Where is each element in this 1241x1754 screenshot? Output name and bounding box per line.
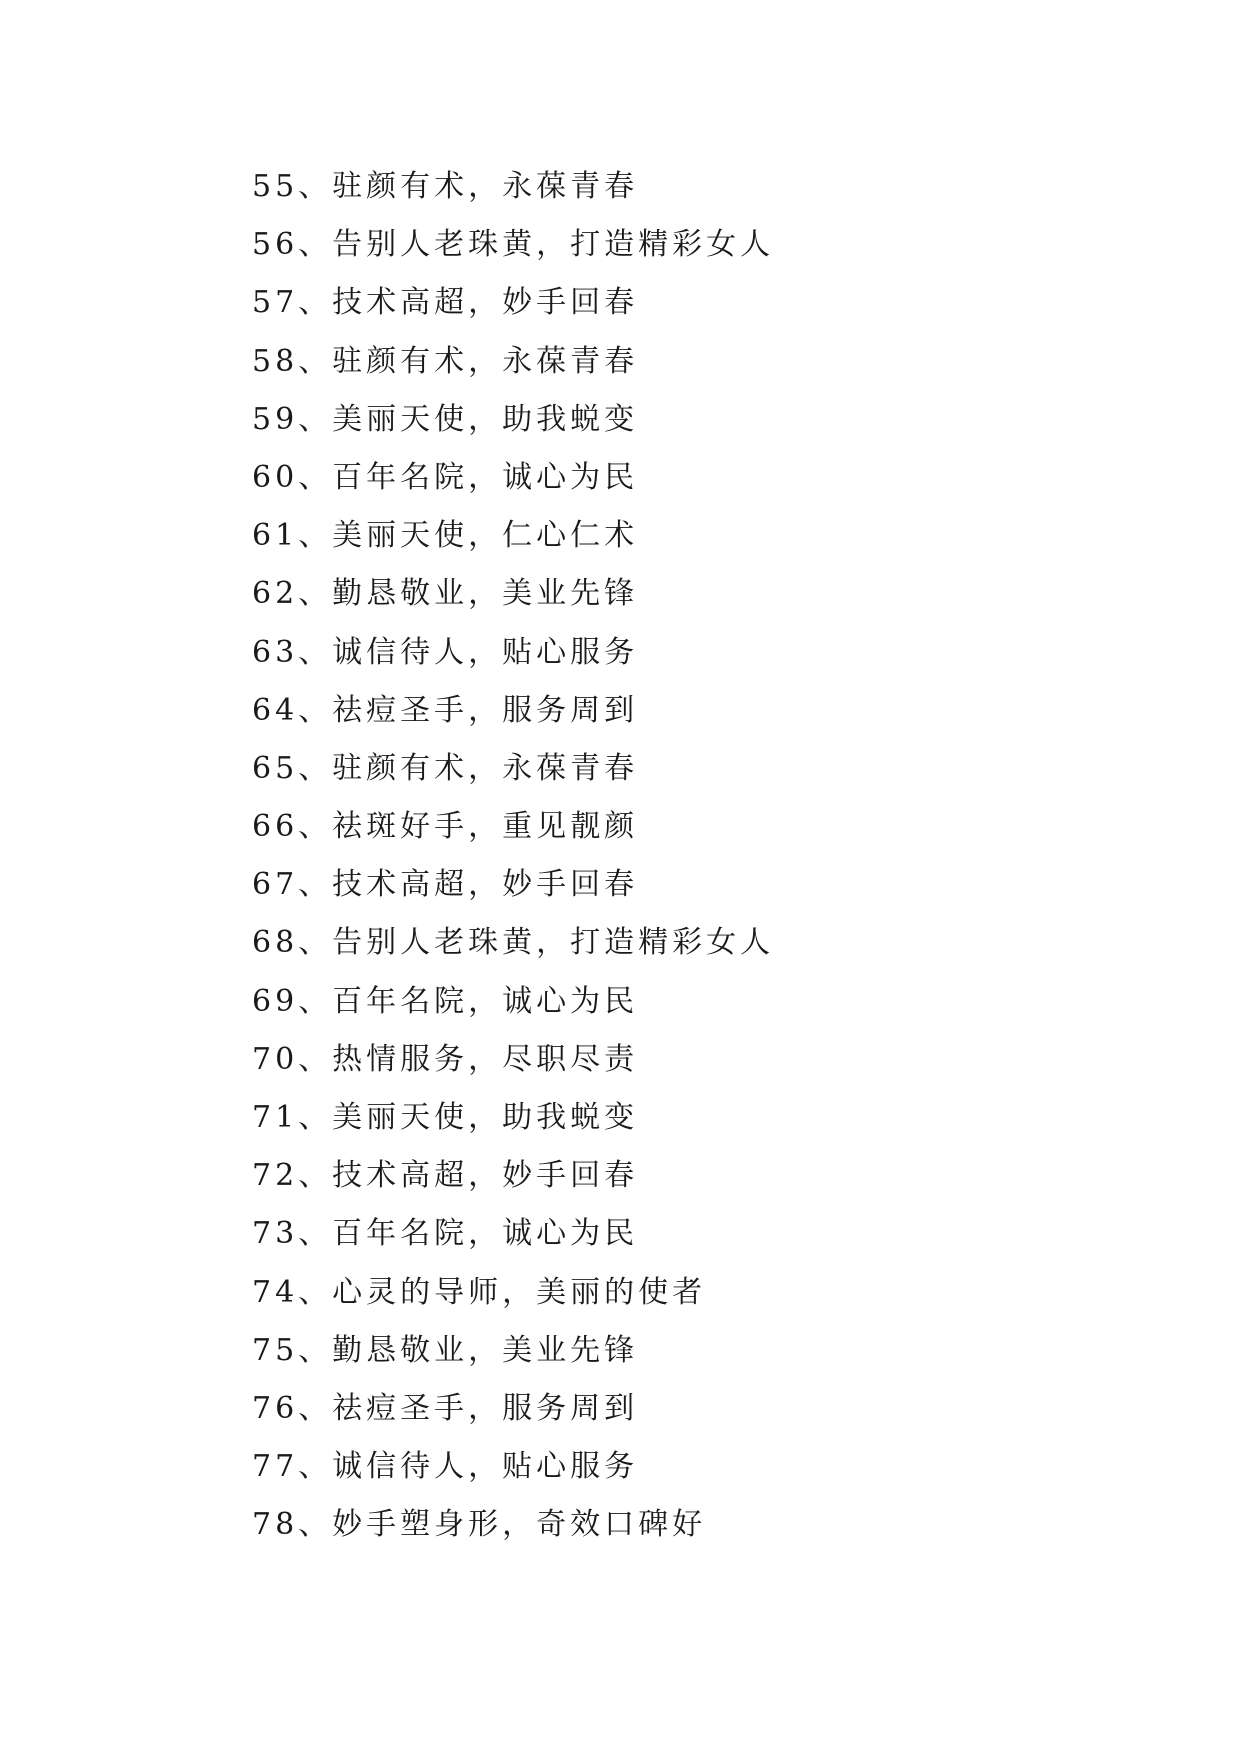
list-item: 72、技术高超，妙手回春 [252, 1158, 639, 1194]
list-item: 76、祛痘圣手，服务周到 [252, 1390, 639, 1426]
list-item: 77、诚信待人，贴心服务 [252, 1449, 639, 1485]
list-item: 59、美丽天使，助我蜕变 [252, 401, 639, 437]
list-item: 65、驻颜有术，永葆青春 [252, 750, 639, 786]
list-item: 55、驻颜有术，永葆青春 [252, 169, 639, 204]
list-item: 56、告别人老珠黄，打造精彩女人 [252, 227, 775, 263]
list-item: 68、告别人老珠黄，打造精彩女人 [252, 925, 775, 961]
list-item: 75、勤恳敬业，美业先锋 [252, 1332, 639, 1368]
list-item: 66、祛斑好手，重见靓颜 [252, 809, 639, 845]
list-item: 69、百年名院，诚心为民 [252, 983, 639, 1019]
list-item: 78、妙手塑身形，奇效口碑好 [252, 1507, 707, 1543]
list-item: 57、技术高超，妙手回春 [252, 285, 639, 321]
list-item: 62、勤恳敬业，美业先锋 [252, 576, 639, 612]
list-item: 73、百年名院，诚心为民 [252, 1216, 639, 1252]
list-item: 63、诚信待人，贴心服务 [252, 634, 639, 670]
list-item: 74、心灵的导师，美丽的使者 [252, 1274, 707, 1310]
list-item: 71、美丽天使，助我蜕变 [252, 1100, 639, 1135]
list-item: 60、百年名院，诚心为民 [252, 459, 639, 495]
list-item: 61、美丽天使，仁心仁术 [252, 518, 639, 554]
list-item: 58、驻颜有术，永葆青春 [252, 343, 639, 379]
slogan-list [252, 158, 774, 1555]
list-item: 67、技术高超，妙手回春 [252, 867, 639, 903]
list-item: 64、祛痘圣手，服务周到 [252, 692, 639, 728]
list-item: 70、热情服务，尽职尽责 [252, 1041, 639, 1077]
